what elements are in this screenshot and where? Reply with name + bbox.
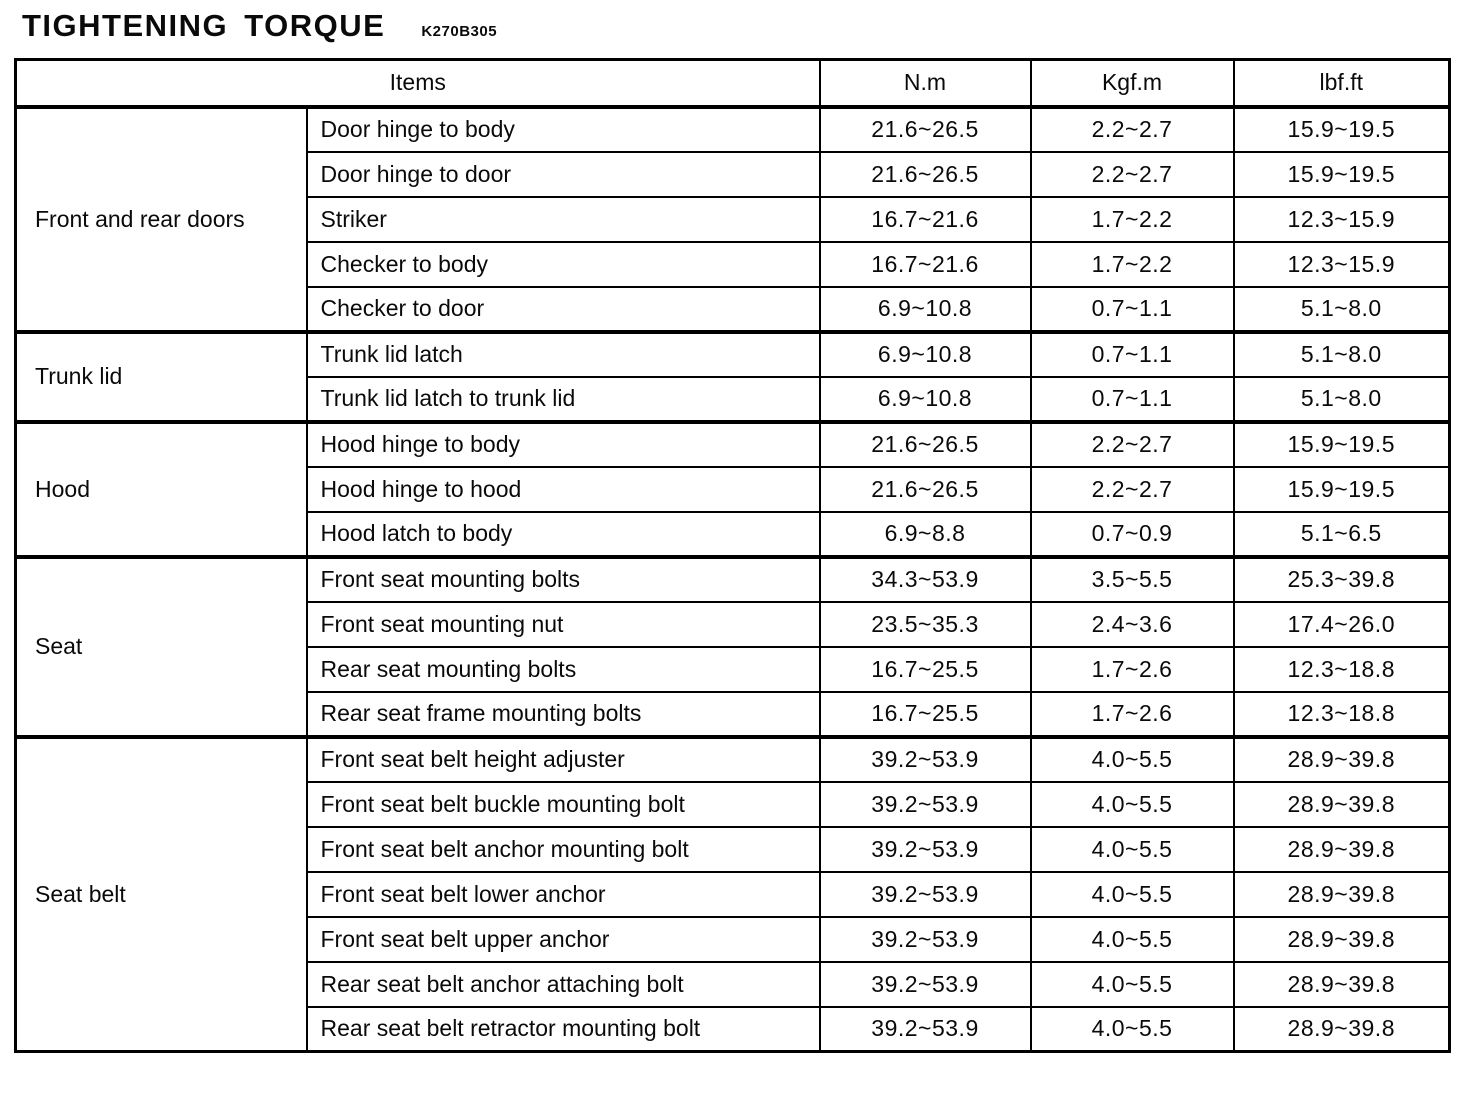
lbfft-cell: 12.3~15.9 [1234, 197, 1450, 242]
lbfft-cell: 5.1~8.0 [1234, 287, 1450, 332]
lbfft-cell: 15.9~19.5 [1234, 422, 1450, 467]
nm-cell: 16.7~21.6 [820, 197, 1031, 242]
item-cell: Front seat belt height adjuster [307, 737, 820, 782]
item-cell: Checker to body [307, 242, 820, 287]
lbfft-cell: 28.9~39.8 [1234, 782, 1450, 827]
table-row [16, 422, 1450, 467]
nm-cell: 39.2~53.9 [820, 1007, 1031, 1052]
lbfft-cell: 28.9~39.8 [1234, 737, 1450, 782]
kgfm-cell: 1.7~2.2 [1031, 242, 1234, 287]
table-body [16, 107, 1450, 1052]
item-cell: Front seat mounting nut [307, 602, 820, 647]
nm-cell: 21.6~26.5 [820, 107, 1031, 152]
item-cell: Front seat belt buckle mounting bolt [307, 782, 820, 827]
item-cell: Front seat belt anchor mounting bolt [307, 827, 820, 872]
lbfft-cell: 12.3~18.8 [1234, 692, 1450, 737]
lbfft-cell: 25.3~39.8 [1234, 557, 1450, 602]
table-row [16, 332, 1450, 377]
item-cell: Striker [307, 197, 820, 242]
header-lbfft: lbf.ft [1234, 60, 1450, 107]
item-cell: Front seat belt upper anchor [307, 917, 820, 962]
kgfm-cell: 0.7~1.1 [1031, 332, 1234, 377]
item-cell: Front seat belt lower anchor [307, 872, 820, 917]
item-cell: Hood hinge to hood [307, 467, 820, 512]
kgfm-cell: 4.0~5.5 [1031, 962, 1234, 1007]
nm-cell: 6.9~8.8 [820, 512, 1031, 557]
lbfft-cell: 17.4~26.0 [1234, 602, 1450, 647]
kgfm-cell: 1.7~2.6 [1031, 647, 1234, 692]
table-row [16, 557, 1450, 602]
table-header [16, 60, 1450, 107]
kgfm-cell: 2.4~3.6 [1031, 602, 1234, 647]
category-cell: Front and rear doors [16, 107, 307, 332]
item-cell: Rear seat frame mounting bolts [307, 692, 820, 737]
item-cell: Front seat mounting bolts [307, 557, 820, 602]
nm-cell: 23.5~35.3 [820, 602, 1031, 647]
header-nm: N.m [820, 60, 1031, 107]
kgfm-cell: 2.2~2.7 [1031, 467, 1234, 512]
lbfft-cell: 28.9~39.8 [1234, 1007, 1450, 1052]
figure-code: K270B305 [421, 23, 498, 40]
kgfm-cell: 4.0~5.5 [1031, 872, 1234, 917]
lbfft-cell: 15.9~19.5 [1234, 107, 1450, 152]
lbfft-cell: 28.9~39.8 [1234, 917, 1450, 962]
item-cell: Rear seat belt retractor mounting bolt [307, 1007, 820, 1052]
category-cell: Trunk lid [16, 332, 307, 422]
nm-cell: 16.7~25.5 [820, 647, 1031, 692]
nm-cell: 34.3~53.9 [820, 557, 1031, 602]
kgfm-cell: 3.5~5.5 [1031, 557, 1234, 602]
nm-cell: 21.6~26.5 [820, 467, 1031, 512]
lbfft-cell: 5.1~8.0 [1234, 332, 1450, 377]
page-title: TIGHTENING TORQUE [22, 8, 386, 43]
nm-cell: 39.2~53.9 [820, 827, 1031, 872]
nm-cell: 16.7~25.5 [820, 692, 1031, 737]
item-cell: Rear seat belt anchor attaching bolt [307, 962, 820, 1007]
lbfft-cell: 28.9~39.8 [1234, 962, 1450, 1007]
nm-cell: 39.2~53.9 [820, 737, 1031, 782]
kgfm-cell: 2.2~2.7 [1031, 422, 1234, 467]
item-cell: Rear seat mounting bolts [307, 647, 820, 692]
category-cell: Hood [16, 422, 307, 557]
kgfm-cell: 4.0~5.5 [1031, 782, 1234, 827]
kgfm-cell: 0.7~1.1 [1031, 377, 1234, 422]
table-row [16, 737, 1450, 782]
kgfm-cell: 0.7~0.9 [1031, 512, 1234, 557]
nm-cell: 39.2~53.9 [820, 917, 1031, 962]
lbfft-cell: 15.9~19.5 [1234, 467, 1450, 512]
nm-cell: 6.9~10.8 [820, 332, 1031, 377]
kgfm-cell: 4.0~5.5 [1031, 827, 1234, 872]
nm-cell: 21.6~26.5 [820, 422, 1031, 467]
kgfm-cell: 0.7~1.1 [1031, 287, 1234, 332]
kgfm-cell: 1.7~2.2 [1031, 197, 1234, 242]
nm-cell: 21.6~26.5 [820, 152, 1031, 197]
nm-cell: 39.2~53.9 [820, 872, 1031, 917]
category-cell: Seat [16, 557, 307, 737]
nm-cell: 39.2~53.9 [820, 782, 1031, 827]
item-cell: Trunk lid latch [307, 332, 820, 377]
kgfm-cell: 4.0~5.5 [1031, 1007, 1234, 1052]
header-row [16, 60, 1450, 107]
item-cell: Door hinge to door [307, 152, 820, 197]
item-cell: Hood hinge to body [307, 422, 820, 467]
kgfm-cell: 2.2~2.7 [1031, 152, 1234, 197]
item-cell: Hood latch to body [307, 512, 820, 557]
header-items: Items [16, 60, 820, 107]
page-header [0, 0, 1472, 44]
item-cell: Checker to door [307, 287, 820, 332]
lbfft-cell: 5.1~8.0 [1234, 377, 1450, 422]
kgfm-cell: 1.7~2.6 [1031, 692, 1234, 737]
lbfft-cell: 12.3~18.8 [1234, 647, 1450, 692]
nm-cell: 16.7~21.6 [820, 242, 1031, 287]
item-cell: Door hinge to body [307, 107, 820, 152]
category-cell: Seat belt [16, 737, 307, 1052]
table-row [16, 107, 1450, 152]
nm-cell: 39.2~53.9 [820, 962, 1031, 1007]
lbfft-cell: 5.1~6.5 [1234, 512, 1450, 557]
nm-cell: 6.9~10.8 [820, 287, 1031, 332]
item-cell: Trunk lid latch to trunk lid [307, 377, 820, 422]
lbfft-cell: 28.9~39.8 [1234, 872, 1450, 917]
lbfft-cell: 12.3~15.9 [1234, 242, 1450, 287]
header-kgfm: Kgf.m [1031, 60, 1234, 107]
kgfm-cell: 4.0~5.5 [1031, 737, 1234, 782]
kgfm-cell: 4.0~5.5 [1031, 917, 1234, 962]
kgfm-cell: 2.2~2.7 [1031, 107, 1234, 152]
lbfft-cell: 15.9~19.5 [1234, 152, 1450, 197]
torque-table [14, 58, 1451, 1053]
nm-cell: 6.9~10.8 [820, 377, 1031, 422]
lbfft-cell: 28.9~39.8 [1234, 827, 1450, 872]
